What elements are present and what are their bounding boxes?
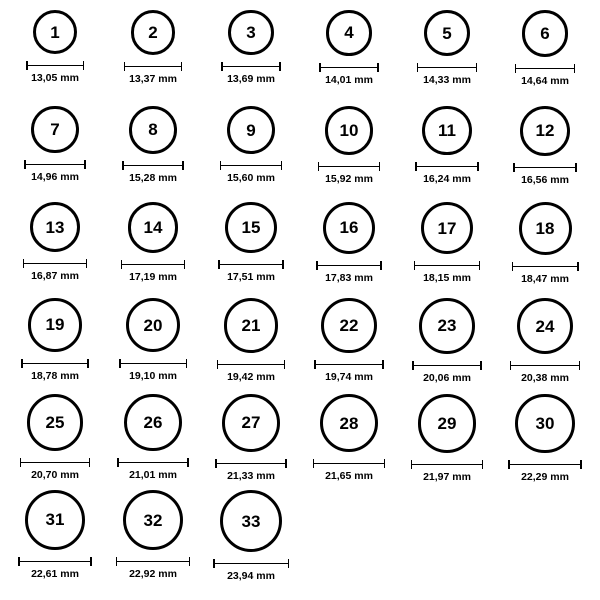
ring-size-label: 21 — [241, 315, 261, 335]
ring-size-cell — [202, 202, 300, 298]
ring-circle — [517, 298, 573, 354]
ring-circle — [27, 394, 84, 451]
ring-size-label: 33 — [241, 511, 261, 531]
ring-size-cell — [104, 10, 202, 106]
diameter-label: 17,19 mm — [129, 270, 177, 283]
diameter-label: 13,69 mm — [227, 73, 275, 86]
measure-bar — [415, 162, 478, 171]
diameter-label: 14,96 mm — [31, 171, 79, 184]
ring-size-cell — [398, 394, 496, 490]
measure-bar — [318, 162, 381, 171]
measure-bar — [122, 161, 184, 170]
ring-circle — [124, 394, 181, 451]
ring-size-label: 14 — [143, 217, 163, 237]
ring-size-cell — [104, 298, 202, 394]
diameter-label: 22,92 mm — [129, 568, 177, 581]
ring-size-label: 25 — [45, 412, 65, 432]
diameter-label: 22,61 mm — [31, 567, 79, 580]
diameter-label: 20,38 mm — [521, 372, 569, 385]
ring-size-label: 28 — [339, 413, 359, 433]
measure-bar — [23, 259, 87, 268]
ring-circle — [129, 106, 177, 154]
diameter-label: 23,94 mm — [227, 570, 275, 582]
ring-size-label: 11 — [438, 121, 456, 141]
ring-size-label: 23 — [437, 316, 457, 336]
ring-size-cell — [6, 106, 104, 202]
diameter-label: 18,47 mm — [521, 273, 569, 285]
ring-circle — [224, 298, 279, 353]
measure-bar — [117, 458, 188, 467]
diameter-label: 14,01 mm — [325, 73, 373, 86]
ring-circle — [123, 490, 183, 550]
diameter-label: 15,28 mm — [129, 171, 177, 184]
ring-size-label: 20 — [143, 315, 163, 335]
ring-size-label: 7 — [50, 120, 60, 140]
ring-size-cell — [6, 10, 104, 106]
diameter-label: 13,37 mm — [129, 72, 177, 85]
diameter-label: 13,05 mm — [31, 72, 79, 84]
measure-bar — [21, 359, 89, 368]
ring-size-cell — [398, 10, 496, 106]
ring-circle — [320, 394, 378, 452]
ring-size-cell — [398, 106, 496, 202]
ring-circle — [321, 298, 376, 353]
ring-circle — [126, 298, 180, 352]
diameter-label: 15,92 mm — [325, 172, 373, 185]
ring-size-cell — [202, 490, 300, 586]
diameter-label: 18,78 mm — [31, 369, 79, 382]
ring-circle — [515, 394, 574, 453]
ring-circle — [128, 202, 179, 253]
ring-size-label: 26 — [143, 413, 163, 433]
ring-size-label: 2 — [148, 22, 158, 42]
measure-bar — [319, 63, 379, 72]
ring-circle — [220, 490, 282, 552]
diameter-label: 19,10 mm — [129, 370, 177, 382]
diameter-label: 14,64 mm — [521, 74, 569, 87]
ring-circle — [30, 202, 80, 252]
diameter-label: 19,42 mm — [227, 370, 275, 383]
measure-bar — [217, 360, 286, 369]
ring-circle — [228, 10, 273, 55]
ring-size-label: 18 — [535, 219, 555, 238]
ring-size-cell — [202, 298, 300, 394]
ring-size-label: 29 — [437, 413, 457, 433]
measure-bar — [313, 459, 385, 468]
ring-circle — [225, 202, 276, 253]
ring-circle — [424, 10, 470, 56]
measure-bar — [314, 360, 383, 369]
ring-size-cell — [300, 106, 398, 202]
measure-bar — [213, 559, 289, 568]
ring-size-label: 30 — [535, 414, 555, 434]
measure-bar — [116, 557, 190, 566]
measure-bar — [515, 64, 576, 73]
diameter-label: 16,56 mm — [521, 173, 569, 186]
ring-size-label: 3 — [246, 23, 256, 43]
measure-bar — [24, 160, 85, 169]
ring-size-cell — [496, 10, 594, 106]
ring-circle — [522, 10, 569, 57]
measure-bar — [218, 260, 283, 269]
ring-size-label: 19 — [45, 315, 65, 335]
ring-size-cell — [202, 10, 300, 106]
ring-size-label: 27 — [241, 413, 261, 433]
diameter-label: 21,01 mm — [129, 469, 177, 482]
ring-size-label: 10 — [339, 120, 359, 140]
diameter-label: 19,74 mm — [325, 371, 373, 384]
ring-size-label: 24 — [535, 316, 555, 336]
ring-circle — [422, 106, 471, 155]
diameter-label: 14,33 mm — [423, 74, 471, 87]
ring-circle — [31, 106, 78, 153]
ring-size-cell — [6, 490, 104, 586]
ring-circle — [326, 10, 372, 56]
ring-size-label: 9 — [246, 120, 256, 140]
ring-circle — [325, 106, 374, 155]
ring-size-cell — [104, 202, 202, 298]
diameter-label: 16,87 mm — [31, 270, 79, 283]
ring-size-cell — [6, 298, 104, 394]
diameter-label: 20,06 mm — [423, 371, 471, 384]
ring-size-cell — [496, 298, 594, 394]
ring-size-label: 4 — [344, 23, 354, 43]
measure-bar — [221, 62, 280, 71]
ring-size-cell — [496, 202, 594, 298]
ring-size-label: 16 — [339, 218, 359, 238]
ring-size-cell — [104, 106, 202, 202]
ring-circle — [520, 106, 570, 156]
ring-circle — [418, 394, 477, 453]
measure-bar — [316, 261, 382, 270]
measure-bar — [124, 62, 183, 71]
diameter-label: 20,70 mm — [31, 468, 79, 481]
ring-circle — [227, 106, 275, 154]
measure-bar — [414, 261, 480, 270]
ring-size-cell — [6, 202, 104, 298]
measure-bar — [18, 557, 92, 566]
ring-circle — [33, 10, 77, 54]
ring-size-cell — [104, 490, 202, 586]
measure-bar — [510, 361, 580, 370]
ring-size-cell — [300, 10, 398, 106]
ring-size-cell — [6, 394, 104, 490]
ring-size-cell — [300, 202, 398, 298]
ring-size-label: 1 — [50, 22, 60, 42]
ring-size-label: 5 — [442, 23, 452, 43]
diameter-label: 21,97 mm — [423, 470, 471, 483]
ring-circle — [222, 394, 280, 452]
ring-circle — [519, 202, 572, 255]
diameter-label: 16,24 mm — [423, 173, 471, 186]
ring-size-label: 22 — [339, 316, 359, 336]
diameter-label: 21,33 mm — [227, 469, 275, 482]
ring-size-label: 15 — [241, 218, 261, 238]
ring-size-cell — [300, 394, 398, 490]
measure-bar — [20, 458, 91, 467]
measure-bar — [26, 61, 84, 70]
ring-size-label: 32 — [143, 510, 163, 530]
ring-size-cell — [300, 298, 398, 394]
measure-bar — [121, 260, 186, 269]
measure-bar — [412, 361, 482, 370]
ring-circle — [131, 10, 176, 55]
measure-bar — [411, 460, 484, 469]
diameter-label: 17,51 mm — [227, 271, 275, 284]
diameter-label: 18,15 mm — [423, 272, 471, 285]
ring-size-grid — [6, 10, 594, 586]
measure-bar — [513, 163, 577, 172]
ring-size-label: 17 — [437, 218, 457, 238]
measure-bar — [417, 63, 477, 72]
ring-size-cell — [398, 298, 496, 394]
ring-circle — [419, 298, 475, 354]
ring-size-label: 12 — [535, 121, 555, 141]
ring-size-label: 6 — [540, 23, 550, 43]
ring-size-cell — [496, 394, 594, 490]
ring-size-cell — [202, 394, 300, 490]
diameter-label: 15,60 mm — [227, 172, 275, 185]
measure-bar — [215, 459, 287, 468]
ring-circle — [28, 298, 82, 352]
diameter-label: 22,29 mm — [521, 471, 569, 484]
ring-circle — [421, 202, 473, 254]
ring-size-label: 31 — [45, 510, 65, 530]
ring-size-cell — [398, 202, 496, 298]
ring-circle — [323, 202, 375, 254]
ring-size-label: 13 — [45, 217, 65, 237]
ring-circle — [25, 490, 85, 550]
ring-size-cell — [202, 106, 300, 202]
measure-bar — [119, 359, 187, 368]
measure-bar — [512, 262, 579, 271]
diameter-label: 21,65 mm — [325, 470, 373, 483]
ring-size-label: 8 — [148, 120, 158, 140]
measure-bar — [220, 161, 282, 170]
measure-bar — [508, 460, 581, 469]
ring-size-cell — [496, 106, 594, 202]
diameter-label: 17,83 mm — [325, 271, 373, 284]
ring-size-cell — [104, 394, 202, 490]
